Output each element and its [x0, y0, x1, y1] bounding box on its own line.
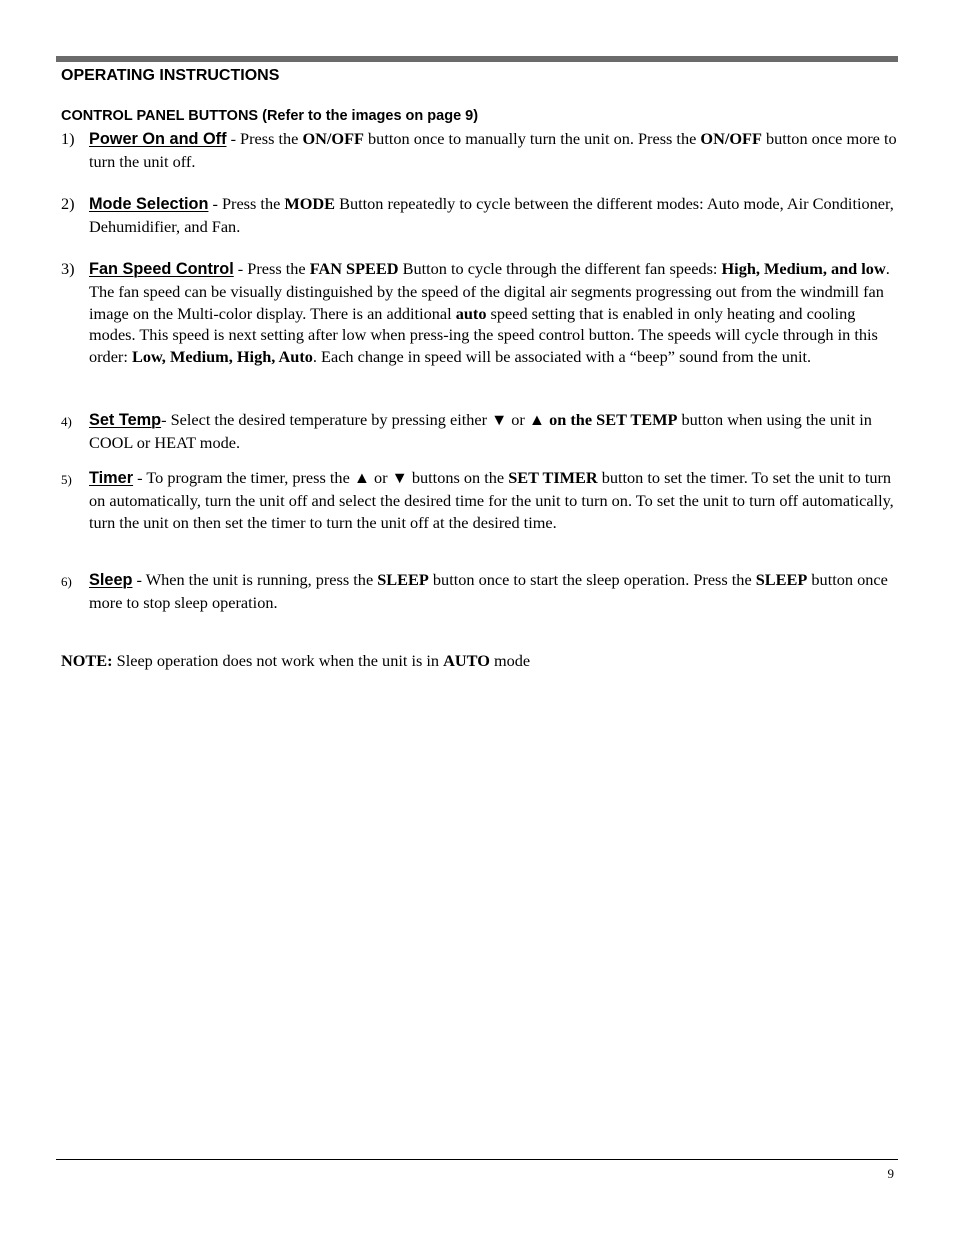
item-bold: SET TIMER [508, 468, 598, 487]
list-item-power [61, 128, 897, 173]
item-text: - Press the [233, 259, 310, 278]
note-text: mode [489, 651, 531, 670]
note-bold: AUTO [443, 651, 490, 670]
item-heading: Fan Speed Control [89, 260, 234, 278]
list-item-timer [61, 467, 897, 533]
item-text: - Press the [208, 194, 285, 213]
item-bold: SLEEP [377, 570, 429, 589]
item-heading: Power On and Off [89, 130, 227, 148]
item-text: speed setting that is enabled in only heating and cooling modes. This speed is next setting after low when press-ing the speed control button. The speeds will cycle through in this order: [89, 303, 878, 367]
item-body [89, 193, 897, 238]
item-number: 4) [61, 414, 72, 429]
item-number: 1) [61, 129, 75, 148]
item-body [89, 467, 897, 533]
item-heading: Sleep [89, 571, 133, 589]
page-title: OPERATING INSTRUCTIONS [61, 67, 280, 84]
item-bold: on the SET TEMP [549, 410, 678, 429]
note-label: NOTE: [61, 651, 113, 670]
item-number: 5) [61, 472, 72, 487]
item-bold: ON/OFF [700, 129, 762, 148]
item-text: . Each change in speed will be associated with a “beep” sound from the unit. [312, 347, 812, 367]
item-bold: High, Medium, and low [721, 259, 886, 278]
item-bold: ON/OFF [302, 129, 364, 148]
item-bold: FAN SPEED [309, 259, 399, 278]
item-text: - Select the desired temperature by pressing either ▼ or ▲ [161, 410, 550, 429]
item-text: button to set the timer. To set the unit to turn on automatically, turn the unit off and select the desired time for the unit to turn on. To set the unit to turn off automatically, turn the unit on then set the timer to turn the unit off at the desired time. [89, 468, 894, 532]
item-bold: SLEEP [755, 570, 808, 589]
list-item-sleep [61, 569, 897, 614]
item-text: - When the unit is running, press the [132, 570, 378, 589]
footer-rule [56, 1159, 898, 1160]
item-text: . The fan speed can be visually distinguished by the speed of the digital air segments progressing out from the windmill fan image on the Multi-color display. There is an additional [89, 259, 890, 323]
top-rule [56, 56, 898, 62]
item-bold: auto [455, 303, 487, 323]
item-bold: MODE [284, 194, 336, 213]
item-body [89, 128, 897, 173]
section-subtitle: CONTROL PANEL BUTTONS (Refer to the images on page 9) [61, 108, 479, 124]
note [61, 650, 530, 672]
item-text: - To program the timer, press the ▲ or ▼ buttons on the [133, 468, 509, 487]
item-text: button once more to turn the unit off. [89, 129, 897, 171]
list-item-mode [61, 193, 897, 238]
item-body [89, 569, 897, 614]
item-text: Button repeatedly to cycle between the different modes: Auto mode, Air Conditioner, Dehumidifier, and Fan. [89, 194, 894, 236]
item-text: - Press the [226, 129, 303, 148]
item-body [89, 258, 897, 368]
item-heading: Timer [89, 469, 134, 487]
item-text: button when using the unit in COOL or HEAT mode. [89, 410, 872, 452]
item-heading: Set Temp [89, 411, 162, 429]
item-number: 2) [61, 194, 75, 213]
item-text: button once more to stop sleep operation. [89, 570, 888, 612]
item-text: Button to cycle through the different fan speeds: [398, 259, 722, 278]
list-item-fan-speed [61, 258, 897, 368]
item-text: button once to start the sleep operation. Press the [428, 570, 756, 589]
item-bold: Low, Medium, High, Auto [131, 347, 313, 367]
page-number: 9 [887, 1166, 894, 1181]
item-text: button once to manually turn the unit on. Press the [363, 129, 701, 148]
note-text: Sleep operation does not work when the unit is in [112, 651, 444, 670]
list-item-set-temp [61, 409, 897, 454]
item-number: 6) [61, 574, 72, 589]
item-heading: Mode Selection [89, 195, 209, 213]
item-body [89, 409, 897, 454]
item-number: 3) [61, 259, 75, 278]
